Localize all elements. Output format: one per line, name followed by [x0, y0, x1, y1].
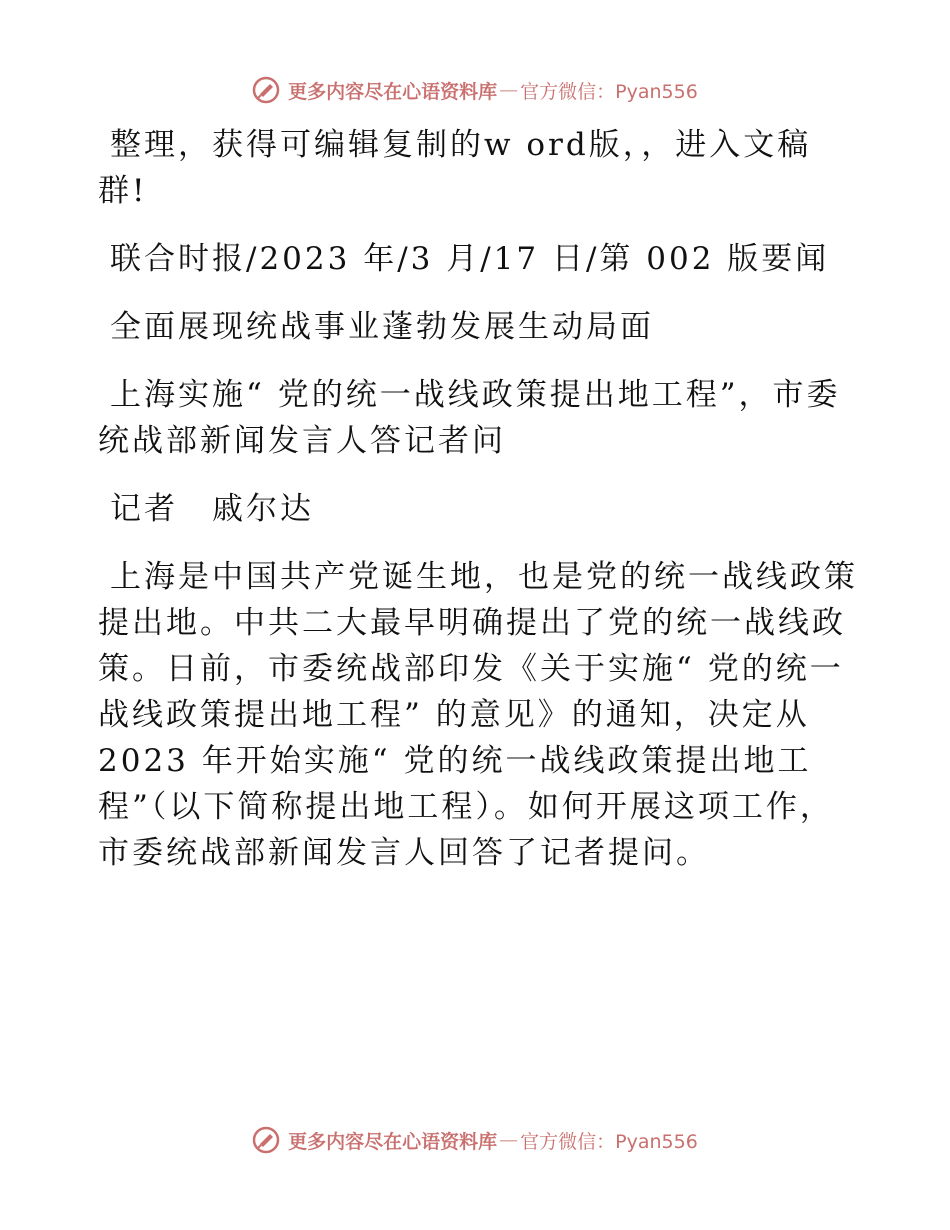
- source-line: 联合时报/2023 年/3 月/17 日/第 002 版要闻: [110, 241, 830, 277]
- intro-paragraph: 整理，获得可编辑复制的w ord版，，进入文稿群!: [98, 127, 812, 209]
- subheadline: 上海实施“ 党的统一战线政策提出地工程”，市委统战部新闻发言人答记者问: [98, 377, 841, 459]
- logo-icon: [252, 76, 280, 104]
- watermark-separator: —: [499, 1129, 519, 1151]
- watermark-text: 更多内容尽在心语资料库: [288, 1130, 498, 1153]
- logo-icon: [252, 1126, 280, 1154]
- watermark-separator: —: [499, 79, 519, 101]
- body-paragraph: 上海是中国共产党诞生地，也是党的统一战线政策提出地。中共二大最早明确提出了党的统一战线政策。日前，市委统战部印发《关于实施“ 党的统一战线政策提出地工程” 的意见》的通知，决定从 2023 年开始实施“ 党的统一战线政策提出地工程”（以下简称提出地工程）。如何开展这项工作，市委统战部新闻发言人回答了记者提问。: [98, 559, 858, 871]
- watermark-wechat: 官方微信：Pyan556: [520, 80, 698, 103]
- watermark-wechat: 官方微信：Pyan556: [520, 1130, 698, 1153]
- watermark-text: 更多内容尽在心语资料库: [288, 80, 498, 103]
- headline: 全面展现统战事业蓬勃发展生动局面: [110, 309, 654, 345]
- document-body: [98, 122, 858, 876]
- footer-watermark: [0, 1122, 950, 1158]
- header-watermark: [0, 72, 950, 108]
- byline: 记者 戚尔达: [110, 491, 314, 527]
